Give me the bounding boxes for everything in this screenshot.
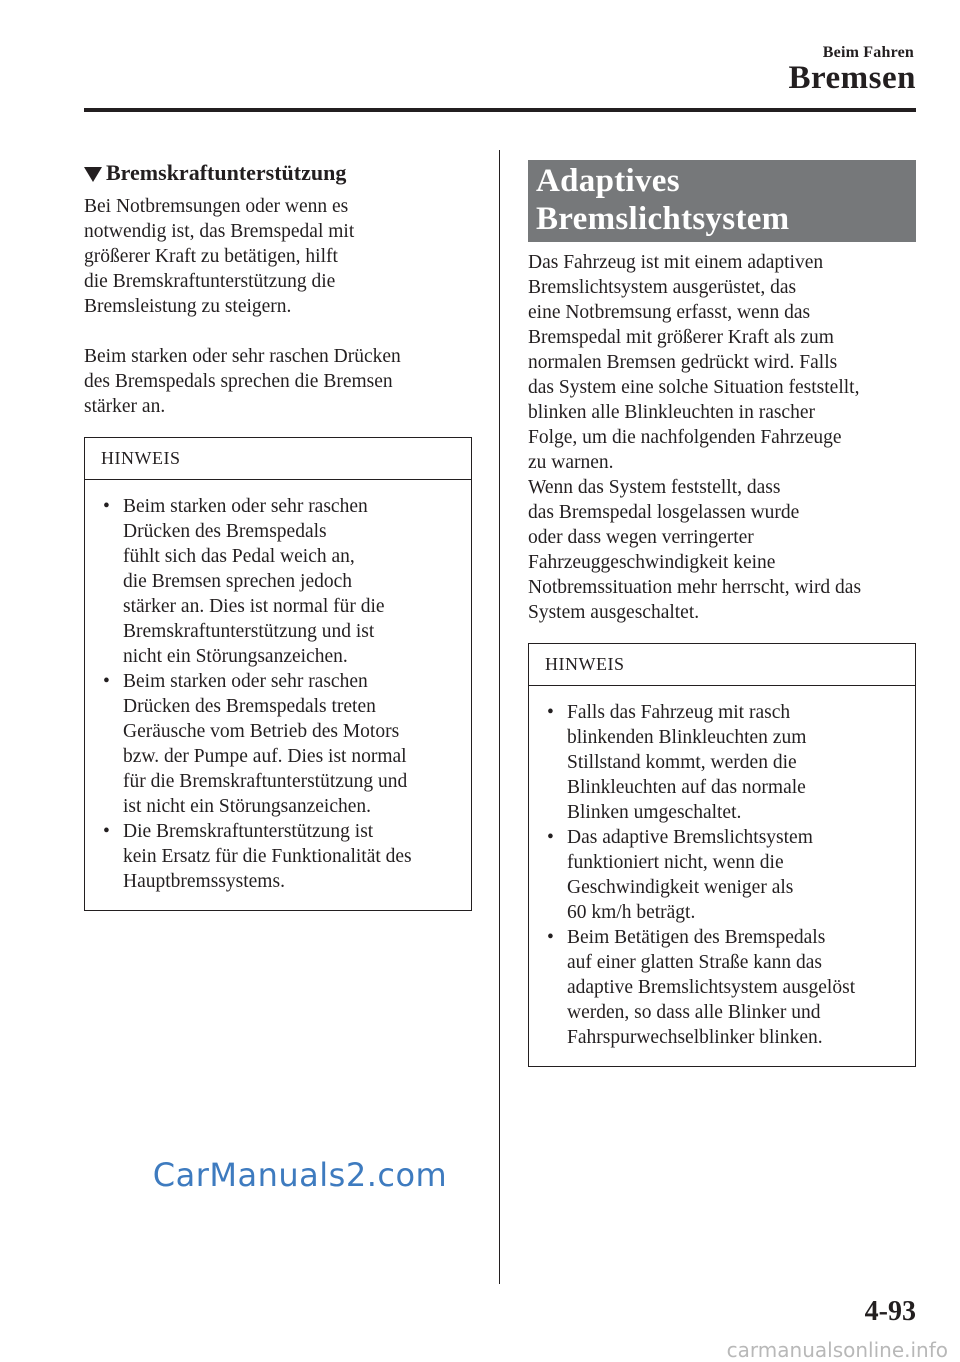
text-line: für die Bremskraftunterstützung und	[123, 771, 408, 792]
text-line: eine Notbremsung erfasst, wenn das	[528, 302, 811, 323]
header-rule	[84, 108, 916, 112]
text-line: fühlt sich das Pedal weich an,	[123, 546, 355, 567]
note-list	[85, 480, 471, 910]
triangle-down-icon	[84, 167, 102, 182]
text-line: Hauptbremssystems.	[123, 871, 285, 892]
page-number: 4-93	[864, 1296, 916, 1327]
text-line: blinken alle Blinkleuchten in rascher	[528, 402, 815, 423]
watermark-text: CarManuals2.com	[152, 1156, 448, 1194]
text-line: kein Ersatz für die Funktionalität des	[123, 846, 412, 867]
text-line: auf einer glatten Straße kann das	[567, 952, 823, 973]
note-item	[543, 825, 903, 925]
text-line: Falls das Fahrzeug mit rasch	[567, 702, 791, 723]
text-line: Das adaptive Bremslichtsystem	[567, 827, 813, 848]
bullet-icon: •	[547, 702, 554, 723]
text-line: die Bremskraftunterstützung die	[84, 271, 336, 292]
section-heading-bremskraft	[84, 160, 472, 186]
left-column	[84, 160, 472, 911]
text-line: stärker an. Dies ist normal für die	[123, 596, 385, 617]
text-line: Folge, um die nachfolgenden Fahrzeuge	[528, 427, 842, 448]
text-line: Beim starken oder sehr raschen Drücken	[84, 346, 401, 367]
bullet-icon: •	[547, 927, 554, 948]
text-line: nicht ein Störungsanzeichen.	[123, 646, 348, 667]
text-line: Fahrspurwechselblinker blinken.	[567, 1027, 823, 1048]
heading-line: Bremslichtsystem	[536, 201, 790, 237]
paragraph	[84, 194, 472, 319]
paragraph	[84, 344, 472, 419]
note-box	[84, 437, 472, 911]
text-line: Drücken des Bremspedals treten	[123, 696, 376, 717]
text-line: notwendig ist, das Bremspedal mit	[84, 221, 355, 242]
bullet-icon: •	[103, 671, 110, 692]
text-line: Bremslichtsystem ausgerüstet, das	[528, 277, 797, 298]
section-heading-text: Bremskraftunterstützung	[106, 160, 347, 185]
note-item	[99, 669, 459, 819]
text-line: größerer Kraft zu betätigen, hilft	[84, 246, 338, 267]
text-line: ist nicht ein Störungsanzeichen.	[123, 796, 372, 817]
text-line: Beim starken oder sehr raschen	[123, 671, 368, 692]
text-line: Blinken umgeschaltet.	[567, 802, 742, 823]
text-line: Stillstand kommt, werden die	[567, 752, 797, 773]
text-line: Bei Notbremsungen oder wenn es	[84, 196, 349, 217]
text-line: blinkenden Blinkleuchten zum	[567, 727, 807, 748]
header-chapter: Beim Fahren	[822, 44, 914, 61]
text-line: werden, so dass alle Blinker und	[567, 1002, 821, 1023]
text-line: stärker an.	[84, 396, 166, 417]
text-line: Bremskraftunterstützung und ist	[123, 621, 375, 642]
column-divider	[499, 150, 500, 1284]
text-line: Drücken des Bremspedals	[123, 521, 327, 542]
text-line: Wenn das System feststellt, dass	[528, 477, 781, 498]
note-title: HINWEIS	[529, 644, 915, 686]
header-title: Bremsen	[788, 60, 916, 96]
paragraph	[528, 250, 916, 625]
text-line: Das Fahrzeug ist mit einem adaptiven	[528, 252, 824, 273]
note-item	[99, 819, 459, 894]
note-item	[99, 494, 459, 669]
heading-line: Adaptives	[536, 163, 680, 199]
text-line: Bremspedal mit größerer Kraft als zum	[528, 327, 834, 348]
text-line: normalen Bremsen gedrückt wird. Falls	[528, 352, 838, 373]
bullet-icon: •	[103, 496, 110, 517]
section-heading-adaptive	[528, 160, 916, 242]
text-line: zu warnen.	[528, 452, 614, 473]
text-line: Blinkleuchten auf das normale	[567, 777, 806, 798]
text-line: Geschwindigkeit weniger als	[567, 877, 794, 898]
text-line: System ausgeschaltet.	[528, 602, 700, 623]
right-column	[528, 160, 916, 1067]
text-line: bzw. der Pumpe auf. Dies ist normal	[123, 746, 407, 767]
text-line: des Bremspedals sprechen die Bremsen	[84, 371, 393, 392]
text-line: Beim starken oder sehr raschen	[123, 496, 368, 517]
text-line: funktioniert nicht, wenn die	[567, 852, 784, 873]
text-line: Fahrzeuggeschwindigkeit keine	[528, 552, 776, 573]
note-item	[543, 700, 903, 825]
note-box	[528, 643, 916, 1067]
watermark-logo	[152, 1144, 448, 1204]
text-line: oder dass wegen verringerter	[528, 527, 754, 548]
text-line: 60 km/h beträgt.	[567, 902, 696, 923]
text-line: adaptive Bremslichtsystem ausgelöst	[567, 977, 856, 998]
text-line: das Bremspedal losgelassen wurde	[528, 502, 800, 523]
site-watermark: carmanualsonline.info	[726, 1338, 948, 1362]
text-line: das System eine solche Situation feststellt,	[528, 377, 860, 398]
text-line: Geräusche vom Betrieb des Motors	[123, 721, 400, 742]
text-line: Beim Betätigen des Bremspedals	[567, 927, 826, 948]
bullet-icon: •	[547, 827, 554, 848]
text-line: Bremsleistung zu steigern.	[84, 296, 292, 317]
note-list	[529, 686, 915, 1066]
text-line: die Bremsen sprechen jedoch	[123, 571, 353, 592]
bullet-icon: •	[103, 821, 110, 842]
text-line: Die Bremskraftunterstützung ist	[123, 821, 374, 842]
note-item	[543, 925, 903, 1050]
text-line: Notbremssituation mehr herrscht, wird das	[528, 577, 862, 598]
note-title: HINWEIS	[85, 438, 471, 480]
